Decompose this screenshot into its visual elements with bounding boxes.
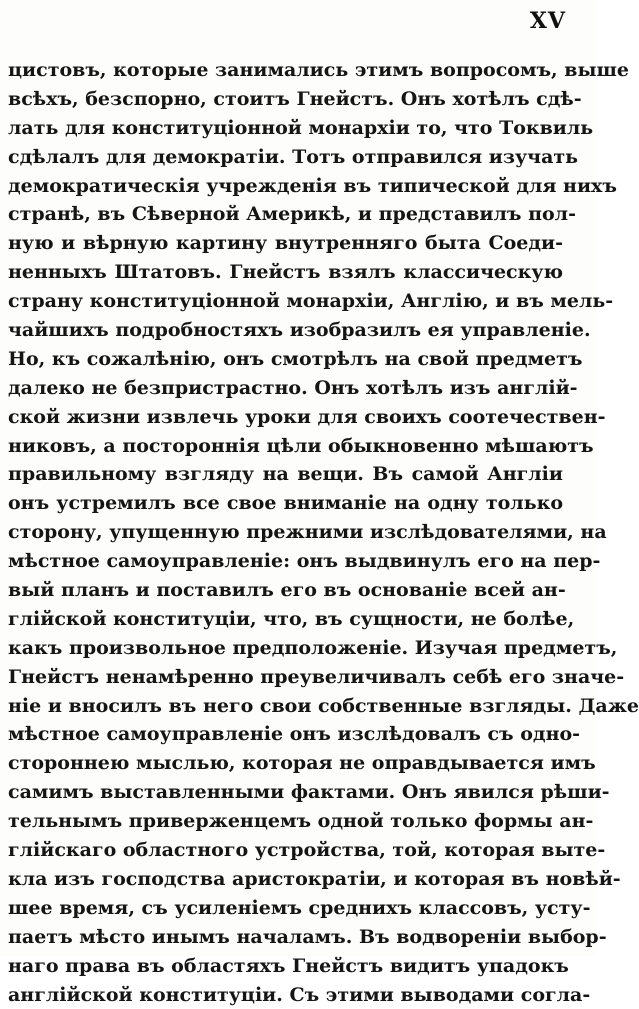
text-line: тельнымъ приверженцемъ одной только формы ан- [8, 807, 563, 836]
text-line: шее время, съ усиленіемъ среднихъ классовъ, усту- [8, 894, 563, 923]
text-line: Но, къ сожалѣнію, онъ смотрѣлъ на свой предметъ [8, 345, 563, 374]
text-line: Гнейстъ ненамѣренно преувеличивалъ себѣ его значе- [8, 663, 563, 692]
text-line: сторону, упущенную прежними изслѣдователями, на [8, 518, 563, 547]
text-line: ской жизни извлечь уроки для своихъ соотечествен- [8, 403, 563, 432]
text-line: мѣстное самоуправленіе: онъ выдвинулъ его на пер- [8, 547, 563, 576]
body-text [8, 56, 563, 1009]
text-line: глійской конституціи, что, въ сущности, не болѣе, [8, 605, 563, 634]
text-line: ную и вѣрную картину внутренняго быта Соеди- [8, 229, 563, 258]
text-line: англійской конституціи. Съ этими выводами согла- [8, 981, 563, 1009]
text-line: какъ произвольное предположеніе. Изучая предметъ, [8, 634, 563, 663]
text-line: сдѣлалъ для демократіи. Тотъ отправился изучать [8, 143, 563, 172]
text-line: самимъ выставленными фактами. Онъ явился рѣши- [8, 778, 563, 807]
text-line: далеко не безпристрастно. Онъ хотѣлъ изъ англій- [8, 374, 563, 403]
page-number: XV [530, 8, 566, 34]
text-line: онъ устремилъ все свое вниманіе на одну только [8, 489, 563, 518]
text-line: цистовъ, которые занимались этимъ вопросомъ, выше [8, 56, 563, 85]
text-line: вый планъ и поставилъ его въ основаніе всей ан- [8, 576, 563, 605]
text-line: мѣстное самоуправленіе онъ изслѣдовалъ съ одно- [8, 720, 563, 749]
text-line: лать для конституціонной монархіи то, что Токвиль [8, 114, 563, 143]
text-line: демократическія учрежденія въ типической для нихъ [8, 172, 563, 201]
text-line: правильному взгляду на вещи. Въ самой Англіи [8, 460, 563, 489]
text-line: наго права въ областяхъ Гнейстъ видитъ упадокъ [8, 952, 563, 981]
text-line: ніе и вносилъ въ него свои собственные взгляды. Даже [8, 692, 563, 721]
text-line: паетъ мѣсто инымъ началамъ. Въ водвореніи выбор- [8, 923, 563, 952]
text-line: глійскаго областного устройства, той, которая выте- [8, 836, 563, 865]
text-line: кла изъ господства аристократіи, и которая въ новѣй- [8, 865, 563, 894]
text-line: страну конституціонной монархіи, Англію, и въ мель- [8, 287, 563, 316]
text-line: стороннею мыслью, которая не оправдывается имъ [8, 749, 563, 778]
text-line: никовъ, а постороннія цѣли обыкновенно мѣшаютъ [8, 432, 563, 461]
text-line: ненныхъ Штатовъ. Гнейстъ взялъ классическую [8, 258, 563, 287]
text-line: всѣхъ, безспорно, стоитъ Гнейстъ. Онъ хотѣлъ сдѣ- [8, 85, 563, 114]
text-line: странѣ, въ Сѣверной Америкѣ, и представилъ пол- [8, 200, 563, 229]
text-line: чайшихъ подробностяхъ изобразилъ ея управленіе. [8, 316, 563, 345]
